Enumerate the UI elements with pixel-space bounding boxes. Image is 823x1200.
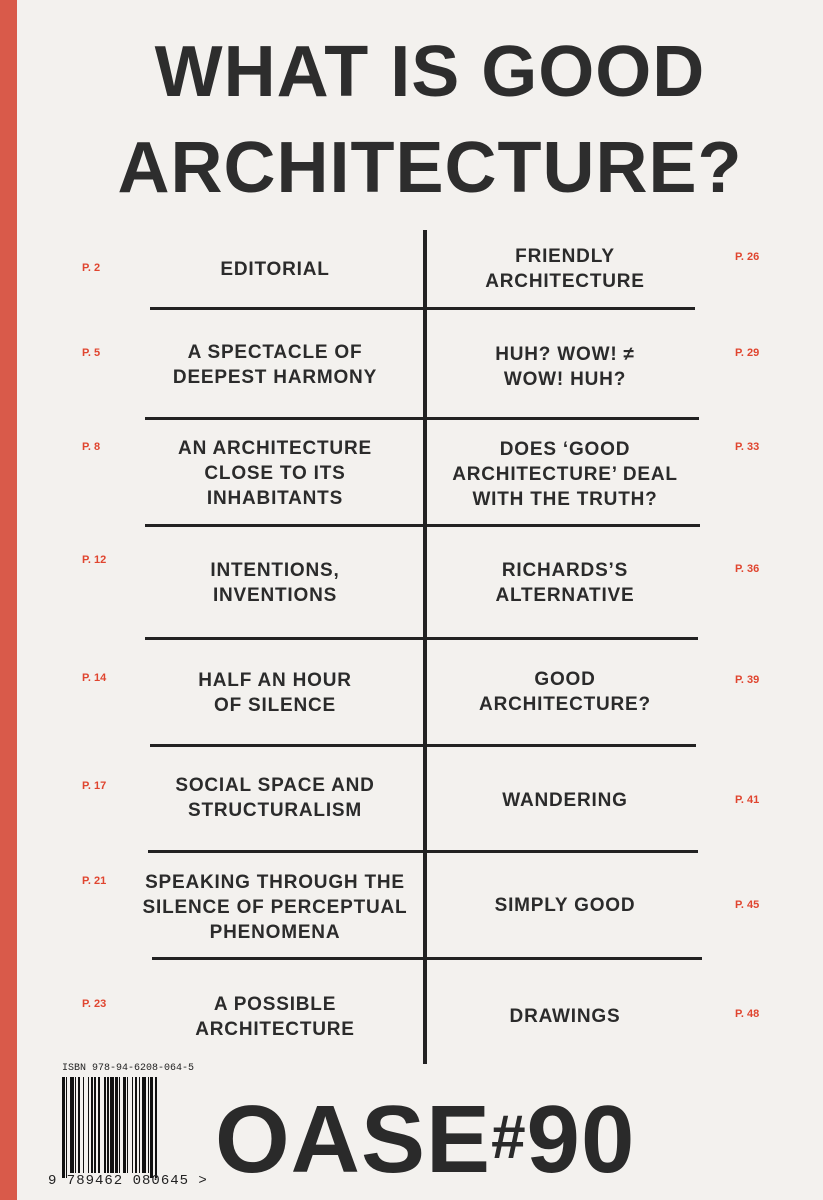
page-number: P. 36	[735, 563, 760, 575]
masthead-name: OASE	[215, 1086, 492, 1193]
cover-title-line-1: WHAT IS GOOD	[154, 32, 706, 112]
contents-divider-horizontal	[150, 744, 696, 747]
contents-entry-title: A SPECTACLE OF DEEPEST HARMONY	[172, 342, 378, 388]
contents-entry-title: DOES ‘GOOD ARCHITECTURE’ DEAL WITH THE TRUTH?	[452, 439, 678, 510]
cover-title-line-2: ARCHITECTURE?	[117, 128, 743, 208]
contents-entry-title: WANDERING	[502, 790, 628, 811]
contents-entry-title: FRIENDLY ARCHITECTURE	[485, 246, 645, 292]
contents-divider-horizontal	[145, 524, 700, 527]
page-number: P. 45	[735, 899, 760, 911]
contents-entry-title: INTENTIONS, INVENTIONS	[210, 560, 340, 606]
page-number: P. 8	[82, 441, 101, 453]
masthead	[215, 1086, 636, 1193]
page-number: P. 48	[735, 1008, 760, 1020]
page-number: P. 29	[735, 347, 760, 359]
barcode-bar	[155, 1077, 156, 1178]
contents-entry-title: HUH? WOW! ≠ WOW! HUH?	[495, 344, 635, 390]
page-number: P. 17	[82, 780, 107, 792]
masthead-hash: #	[491, 1103, 527, 1172]
contents-divider-horizontal	[150, 307, 695, 310]
contents-entry-title: AN ARCHITECTURE CLOSE TO ITS INHABITANTS	[178, 438, 372, 509]
page-number: P. 26	[735, 251, 760, 263]
page-number: P. 5	[82, 347, 101, 359]
spine-stripe	[0, 0, 17, 1200]
page-number: P. 33	[735, 441, 760, 453]
masthead-issue: 90	[526, 1086, 636, 1193]
contents-entry-title: EDITORIAL	[220, 259, 330, 280]
contents-entry-title: SIMPLY GOOD	[494, 895, 636, 916]
contents-divider-horizontal	[145, 417, 699, 420]
page-number: P. 23	[82, 998, 107, 1010]
contents-divider-vertical	[423, 230, 427, 1064]
barcode	[62, 1077, 202, 1173]
contents-entry-title: RICHARDS’S ALTERNATIVE	[495, 560, 635, 606]
contents-divider-horizontal	[148, 850, 698, 853]
page-number: P. 14	[82, 672, 107, 684]
contents-divider-horizontal	[145, 637, 698, 640]
contents-entry-title: A POSSIBLE ARCHITECTURE	[195, 994, 355, 1040]
page-number: P. 12	[82, 554, 107, 566]
page-number: P. 2	[82, 262, 101, 274]
contents-entry-title: DRAWINGS	[509, 1006, 621, 1027]
page-number: P. 41	[735, 794, 760, 806]
contents-entry-title: HALF AN HOUR OF SILENCE	[198, 670, 352, 716]
contents-entry-title: SOCIAL SPACE AND STRUCTURALISM	[175, 775, 375, 821]
contents-entry-title: GOOD ARCHITECTURE?	[479, 669, 651, 715]
isbn-label: ISBN 978-94-6208-064-5	[62, 1063, 195, 1074]
page-number: P. 39	[735, 674, 760, 686]
isbn-digits: 9 789462 080645 >	[48, 1173, 208, 1189]
contents-entry-title: SPEAKING THROUGH THE SILENCE OF PERCEPTUAL PHENOMENA	[142, 872, 408, 943]
page-number: P. 21	[82, 875, 107, 887]
contents-divider-horizontal	[152, 957, 702, 960]
